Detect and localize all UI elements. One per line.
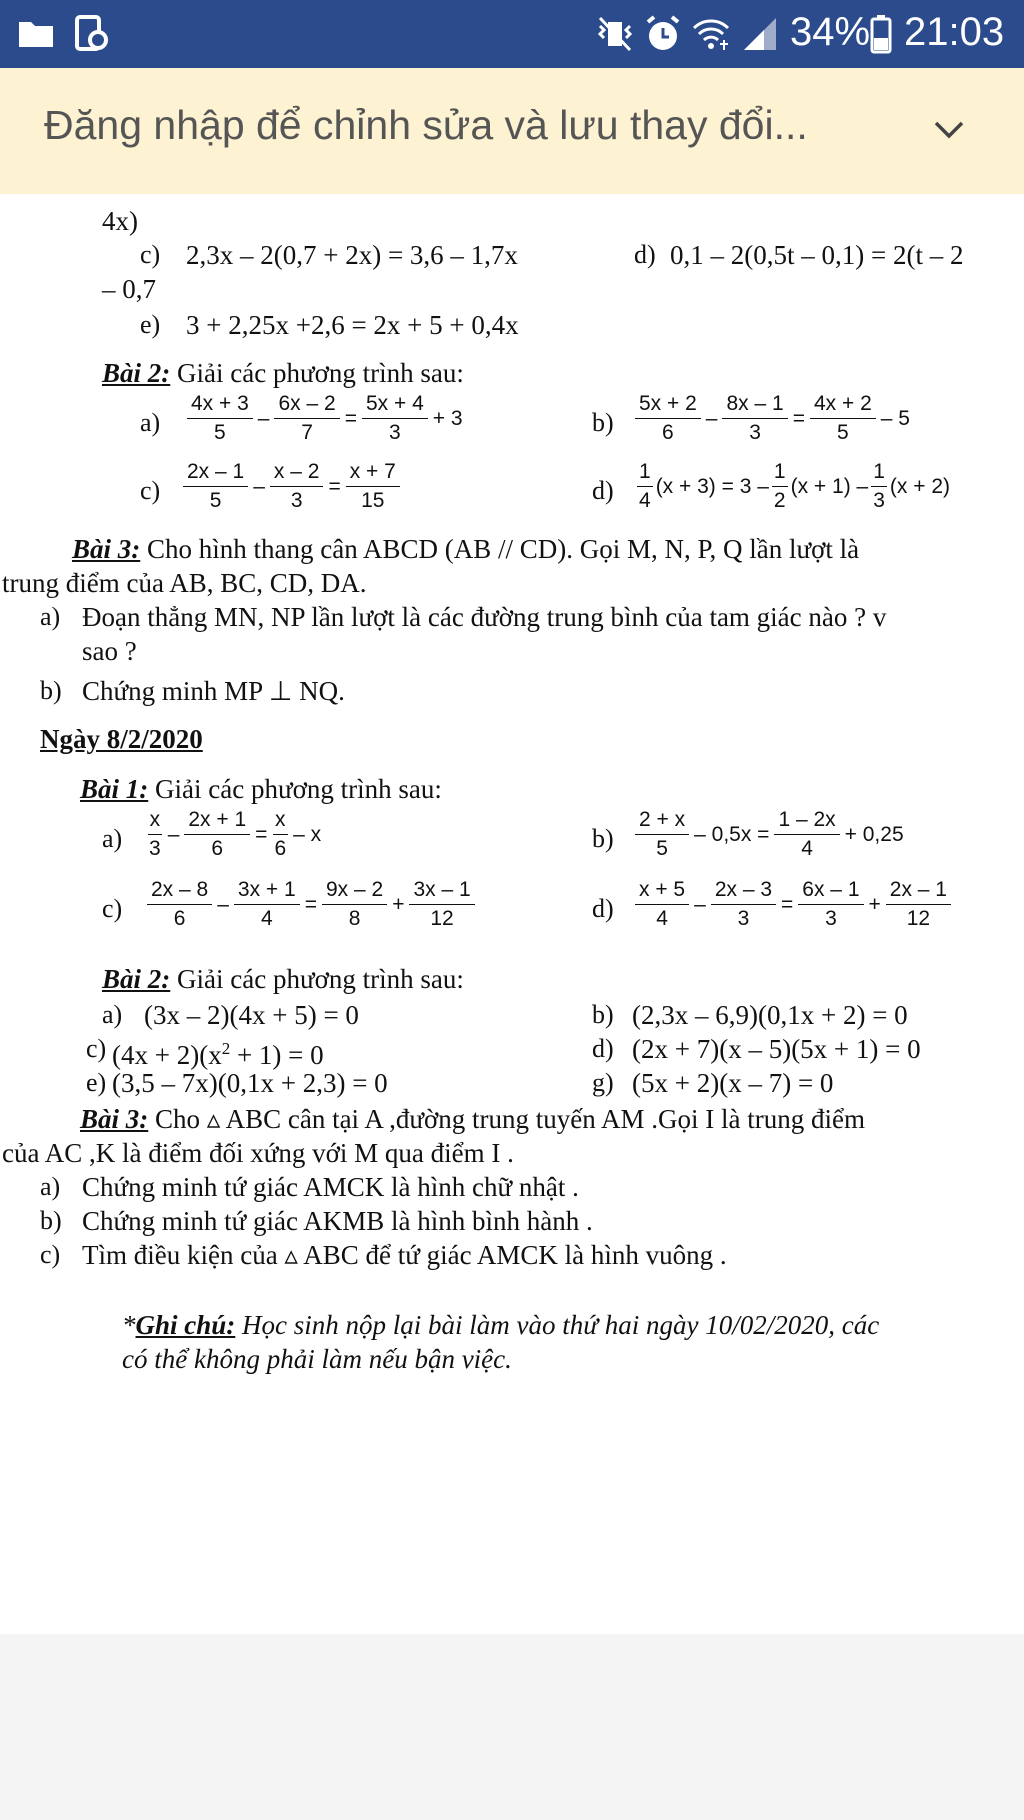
operator: – — [257, 406, 270, 430]
operator: – — [167, 822, 180, 846]
exercise-heading — [102, 964, 464, 994]
denominator: 4 — [656, 907, 668, 930]
battery-percent: 34% — [790, 10, 871, 54]
denominator: 6 — [662, 421, 674, 444]
numerator: 2 + x — [635, 808, 689, 835]
item-label: g) — [592, 1068, 614, 1097]
operator: = — [781, 892, 794, 916]
folder-icon — [18, 18, 54, 48]
operator: + 3 — [432, 406, 463, 430]
numerator: x – 2 — [270, 460, 324, 487]
numerator: 2x – 3 — [711, 878, 776, 905]
equation — [632, 808, 906, 861]
exercise-heading — [102, 358, 464, 388]
equation-text: (3,5 – 7x)(0,1x + 2,3) = 0 — [112, 1068, 388, 1098]
equation-text: (x + 2) — [889, 474, 951, 498]
numerator: x + 7 — [346, 460, 400, 487]
exercise-text: Giải các phương trình sau: — [155, 774, 442, 804]
carry-text: – 0,7 — [102, 274, 156, 304]
denominator: 15 — [361, 489, 385, 512]
equation-text: (2x + 7)(x – 5)(5x + 1) = 0 — [632, 1034, 921, 1064]
equation-text: 2,3x – 2(0,7 + 2x) = 3,6 – 1,7x — [186, 240, 518, 270]
exercise-text: Cho hình thang cân ABCD (AB // CD). Gọi M, N, P, Q lần lượt là — [147, 534, 860, 564]
item-label: c) — [86, 1034, 107, 1063]
clock: 21:03 — [904, 10, 1005, 54]
numerator: x — [273, 808, 288, 835]
operator: – — [705, 406, 718, 430]
exercise-text: Đoạn thẳng MN, NP lần lượt là các đường trung bình của tam giác nào ? v — [82, 602, 887, 632]
chevron-down-icon[interactable] — [930, 110, 968, 148]
item-label: b) — [592, 408, 614, 437]
equation — [180, 460, 403, 513]
denominator: 3 — [825, 907, 837, 930]
equation — [144, 878, 478, 931]
exercise-text: Giải các phương trình sau: — [177, 358, 464, 388]
operator: + 0,25 — [844, 822, 904, 846]
denominator: 3 — [873, 489, 885, 512]
operator: = — [255, 822, 268, 846]
numerator: 2x – 8 — [147, 878, 212, 905]
item-label: c) — [140, 240, 161, 269]
item-label: c) — [40, 1240, 61, 1269]
wifi-icon — [690, 14, 734, 54]
exercise-title: Bài 1: — [80, 774, 149, 804]
denominator: 4 — [639, 489, 651, 512]
denominator: 3 — [749, 421, 761, 444]
note-text: có thể không phải làm nếu bận việc. — [122, 1344, 512, 1374]
numerator: 2x – 1 — [886, 878, 951, 905]
numerator: 3x + 1 — [234, 878, 300, 905]
equation-part: (4x + 2)(x — [112, 1040, 222, 1070]
denominator: 12 — [430, 907, 454, 930]
item-label: c) — [102, 894, 123, 923]
item-label: a) — [140, 408, 161, 437]
item-label: b) — [40, 676, 62, 705]
denominator: 6 — [274, 837, 287, 860]
numerator: x + 5 — [635, 878, 689, 905]
item-label: e) — [140, 310, 161, 339]
operator: + — [868, 892, 881, 916]
item-label: b) — [40, 1206, 62, 1235]
operator: – 5 — [880, 406, 910, 430]
item-label: d) — [592, 476, 614, 505]
status-bar — [0, 0, 1024, 68]
item-label: d) — [592, 894, 614, 923]
exercise-text: Giải các phương trình sau: — [177, 964, 464, 994]
exercise-text: Chứng minh tứ giác AMCK là hình chữ nhật . — [82, 1172, 579, 1202]
equation-text: (x + 1) – — [790, 474, 869, 498]
equation-text: (5x + 2)(x – 7) = 0 — [632, 1068, 834, 1098]
item-label: b) — [592, 824, 614, 853]
exercise-text: Cho ▵ ABC cân tại A ,đường trung tuyến AM .Gọi I là trung điểm — [155, 1104, 865, 1134]
exercise-heading — [72, 534, 859, 564]
exercise-title: Bài 3: — [72, 534, 141, 564]
denominator: 3 — [149, 837, 161, 860]
numerator: 5x + 4 — [362, 392, 428, 419]
note-text: Học sinh nộp lại bài làm vào thứ hai ngày 10/02/2020, các — [242, 1310, 880, 1340]
item-label: a) — [40, 602, 61, 631]
operator: = — [328, 474, 341, 498]
numerator: x — [148, 808, 163, 835]
item-label: d) — [592, 1034, 614, 1063]
item-label: d) — [634, 240, 656, 269]
equation — [184, 392, 465, 445]
denominator: 3 — [290, 489, 303, 512]
denominator: 5 — [214, 421, 226, 444]
exercise-text: trung điểm của AB, BC, CD, DA. — [2, 568, 367, 598]
date-heading: Ngày 8/2/2020 — [40, 724, 203, 754]
denominator: 4 — [801, 837, 813, 860]
equation — [144, 808, 323, 861]
item-label: a) — [102, 1000, 123, 1029]
numerator: 9x – 2 — [322, 878, 387, 905]
screen-record-icon — [74, 14, 108, 52]
item-label: a) — [102, 824, 123, 853]
denominator: 6 — [211, 837, 224, 860]
numerator: 8x – 1 — [722, 392, 787, 419]
operator: = — [792, 406, 805, 430]
equation-text: – 0,5x = — [694, 822, 770, 846]
equation — [632, 878, 954, 931]
equation-text: 0,1 – 2(0,5t – 0,1) = 2(t – 2 — [670, 240, 964, 270]
signin-banner[interactable] — [0, 68, 1024, 194]
numerator: 5x + 2 — [635, 392, 701, 419]
numerator: 6x – 2 — [274, 392, 339, 419]
denominator: 7 — [301, 421, 313, 444]
numerator: 6x – 1 — [798, 878, 863, 905]
equation-text: (x + 3) = 3 – — [655, 474, 769, 498]
exercise-text: Chứng minh MP ⊥ NQ. — [82, 676, 345, 706]
equation-text: (3x – 2)(4x + 5) = 0 — [144, 1000, 359, 1030]
exercise-heading — [80, 1104, 865, 1134]
item-label: a) — [40, 1172, 61, 1201]
exercise-title: Bài 3: — [80, 1104, 149, 1134]
exercise-title: Bài 2: — [102, 358, 171, 388]
operator: + — [392, 892, 405, 916]
exercise-text: Tìm điều kiện của ▵ ABC để tứ giác AMCK là hình vuông . — [82, 1240, 727, 1270]
operator: – — [253, 474, 265, 498]
item-label: e) — [86, 1068, 107, 1097]
exercise-text: sao ? — [82, 636, 137, 666]
superscript: 2 — [221, 1039, 231, 1058]
exercise-heading — [80, 774, 442, 804]
item-label: b) — [592, 1000, 614, 1029]
equation — [634, 460, 950, 513]
operator: – — [217, 892, 229, 916]
item-label: c) — [140, 476, 161, 505]
numerator: 1 — [871, 460, 887, 487]
denominator: 6 — [173, 907, 186, 930]
equation-part: + 1) = 0 — [230, 1040, 324, 1070]
numerator: 4x + 2 — [810, 392, 876, 419]
denominator: 3 — [389, 421, 401, 444]
alarm-icon — [644, 14, 682, 54]
document-page — [0, 194, 1024, 1634]
equation-text: 3 + 2,25x +2,6 = 2x + 5 + 0,4x — [186, 310, 519, 340]
numerator: 3x – 1 — [409, 878, 474, 905]
note-star: * — [122, 1310, 136, 1340]
equation — [632, 392, 912, 445]
numerator: 2x + 1 — [184, 808, 250, 835]
exercise-text: của AC ,K là điểm đối xứng với M qua điểm I . — [2, 1138, 514, 1168]
note-line — [122, 1310, 879, 1340]
denominator: 5 — [209, 489, 222, 512]
battery-icon — [870, 14, 892, 54]
equation-text: (2,3x – 6,9)(0,1x + 2) = 0 — [632, 1000, 908, 1030]
numerator: 2x – 1 — [183, 460, 248, 487]
denominator: 8 — [348, 907, 361, 930]
signin-message[interactable]: Đăng nhập để chỉnh sửa và lưu thay đổi... — [44, 102, 808, 148]
vibrate-mute-icon — [596, 16, 634, 52]
denominator: 2 — [773, 489, 786, 512]
operator: – x — [293, 822, 322, 846]
denominator: 3 — [737, 907, 750, 930]
page-background — [0, 1634, 1024, 1820]
denominator: 4 — [260, 907, 273, 930]
denominator: 12 — [906, 907, 931, 930]
exercise-text: Chứng minh tứ giác AKMB là hình bình hành . — [82, 1206, 593, 1236]
operator: = — [344, 406, 357, 430]
denominator: 5 — [837, 421, 849, 444]
exercise-title: Bài 2: — [102, 964, 171, 994]
equation-text — [112, 1034, 324, 1070]
numerator: 1 – 2x — [774, 808, 839, 835]
denominator: 5 — [656, 837, 668, 860]
numerator: 1 — [772, 460, 788, 487]
numerator: 1 — [637, 460, 653, 487]
carry-text: 4x) — [102, 206, 138, 236]
operator: = — [304, 892, 317, 916]
note-title: Ghi chú: — [135, 1310, 236, 1340]
operator: – — [694, 892, 706, 916]
signal-icon — [742, 16, 778, 52]
numerator: 4x + 3 — [187, 392, 253, 419]
